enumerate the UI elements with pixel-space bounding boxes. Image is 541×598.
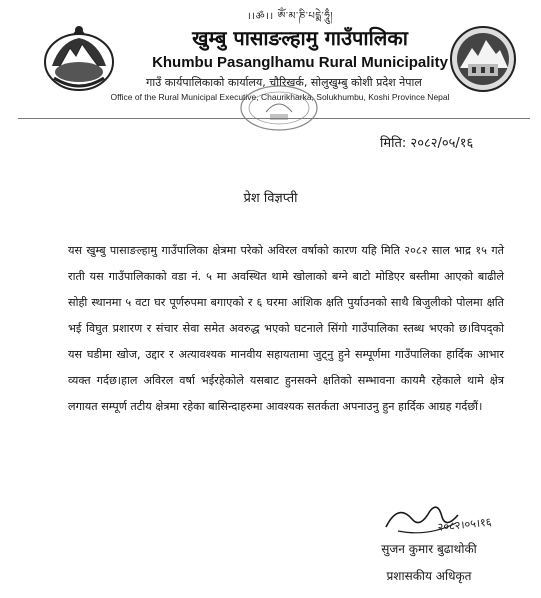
handwritten-signature [378,497,508,543]
signer-name: सुजन कुमार बुढाथोकी [381,542,477,556]
office-address-nepali: गाउँ कार्यपालिकाको कार्यालय, चौरिखर्क, सोलुखुम्बु कोशी प्रदेश नेपाल [146,76,422,89]
signature-date: २०८२।०५।१६ [436,515,493,534]
header-divider [18,118,530,119]
header-mantra-line: ।।ॐ।। ཨོཾ་མ་ཎི་པདྨེ་ཧཱུྃ། [246,11,334,22]
signer-title: प्रशासकीय अधिकृत [386,569,472,583]
municipality-logo-icon [448,24,518,94]
document-subject: प्रेश विज्ञप्ती [243,191,298,206]
official-seal-stamp [236,82,322,134]
municipality-name-english: Khumbu Pasanglhamu Rural Municipality [152,54,448,71]
document-date: मिति: २०८२/०५/१६ [380,136,474,151]
press-release-body: यस खुम्बु पासाङल्हामु गाउँपालिका क्षेत्रमा परेको अविरल वर्षाको कारण यहि मिति २०८२ साल भाद्र १५ गते राती यस गाउँपालिकाको वडा नं. ५ मा अवस्थित थामे खोलाको बग्ने बाटो मोडिएर बस्तीमा आएको बाढीले सोही स्थानमा ५ वटा घर पूर्णरुपमा बगाएको र ६ घरमा आंशिक क्षति पुर्याउनको साथै बिजुलीको पोलमा क्षति भई विघुत प्रशारण र संचार सेवा समेत अवरुद्ध भएको घटनाले सिंगो गाउँपालिका स्तब्ध भएको छ।विपद्को यस घडीमा खोज, उद्दार र अत्यावश्यक मानवीय सहायतामा जुट्नु हुने सम्पूर्णमा गाउँपालिका हार्दिक आभार व्यक्त गर्दछ।हाल अविरल वर्षा भईरहेकोले यसबाट हुनसक्ने क्षतिको सम्भावना कायमै रहेकाले थामे क्षेत्र लगायत सम्पूर्ण तटीय क्षेत्रमा रहेका बासिन्दाहरुमा आवश्यक सतर्कता अपनाउनु हुन हार्दिक आग्रह गर्दछौं। [68,244,504,413]
office-address-english: Office of the Rural Municipal Executive, Chaurikharka, Solukhumbu, Koshi Province Nepal [110,92,450,102]
municipality-name-nepali: खुम्बु पासाङल्हामु गाउँपालिका [192,26,408,50]
